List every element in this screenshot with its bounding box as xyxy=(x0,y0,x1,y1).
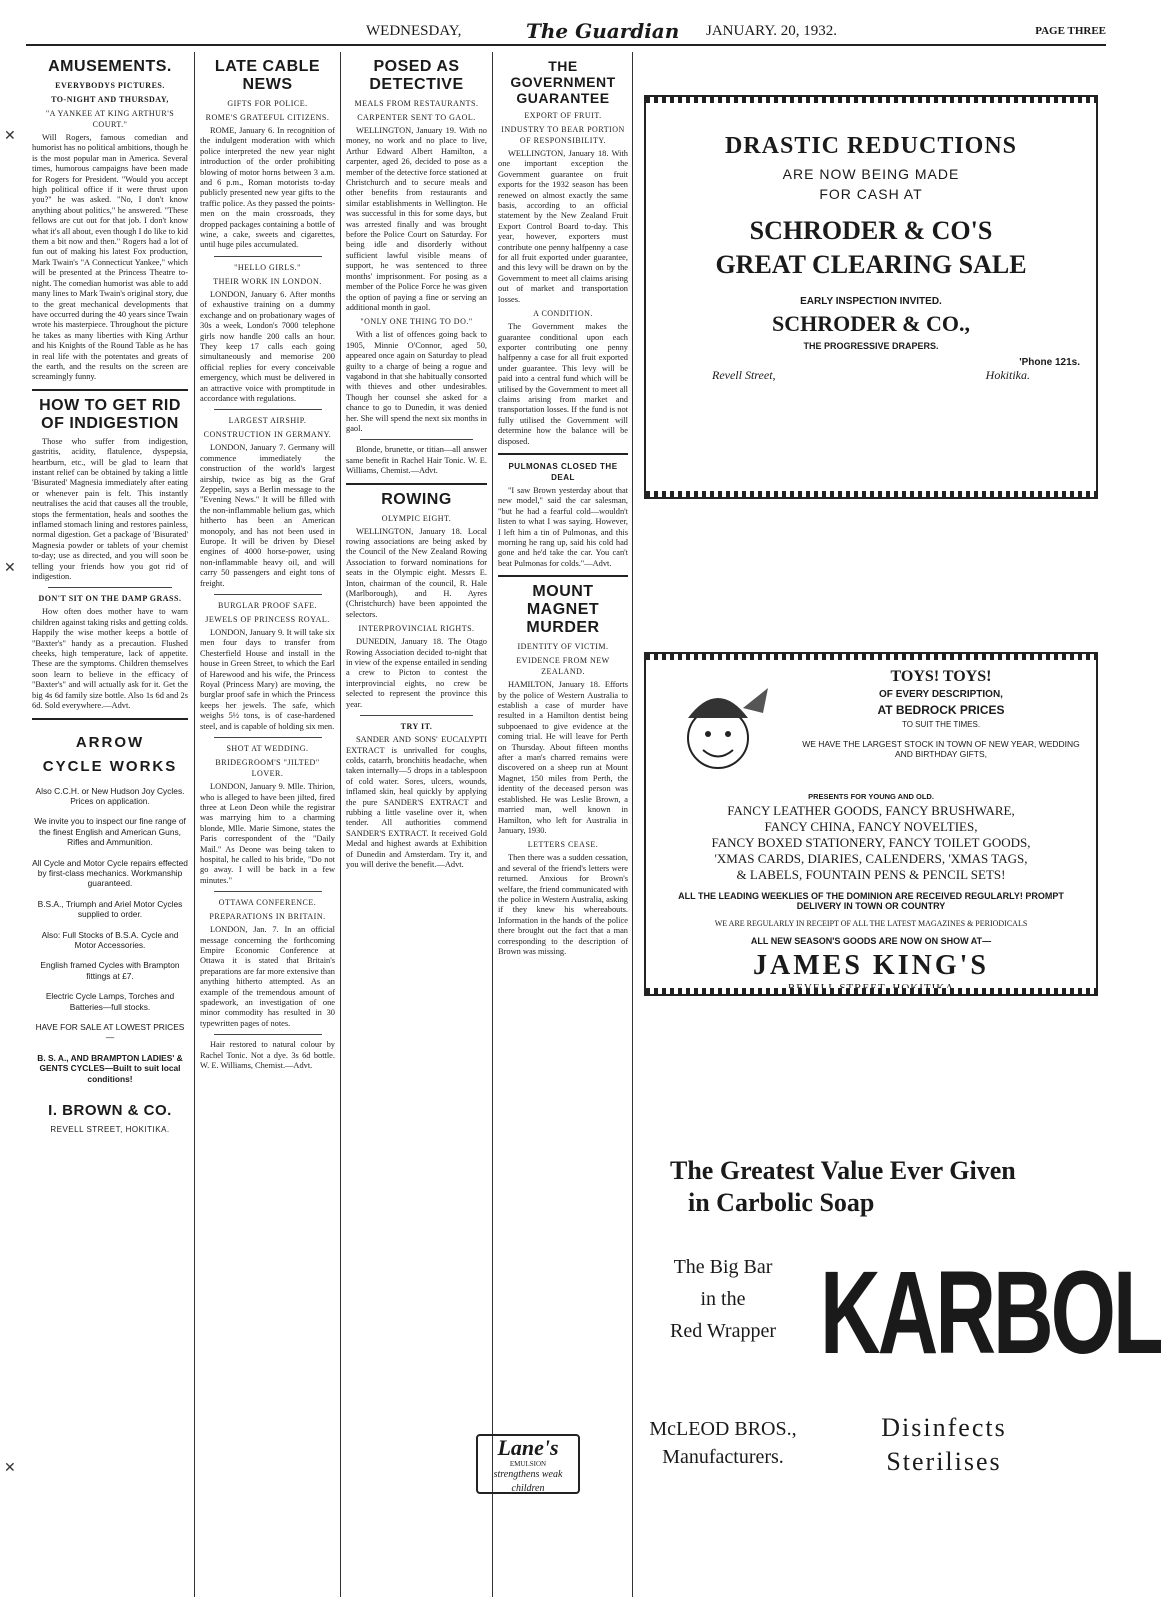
column-rule xyxy=(492,52,493,1597)
subheading: INDUSTRY TO BEAR PORTION OF RESPONSIBILITY. xyxy=(501,125,625,145)
column-rule xyxy=(340,52,341,1597)
subheading: LETTERS CEASE. xyxy=(527,840,599,850)
ad-text: Electric Cycle Lamps, Torches and Batteries—full stocks. xyxy=(45,991,175,1012)
divider xyxy=(214,737,322,738)
ad-line: EARLY INSPECTION INVITED. xyxy=(800,296,942,307)
ad-line: WE HAVE THE LARGEST STOCK IN TOWN OF NEW YEAR, WEDDING AND BIRTHDAY GIFTS, xyxy=(802,739,1080,759)
ad-border xyxy=(646,988,1096,994)
article-body: How often does mother have to warn children against taking risks and getting colds. Happily the wise mother keeps a bottle of "Baxter's" handy as a precaution. Flushed cheeks, high temperature, lack of appetite. These are the symptoms. Children themselves soon learn to believe in the efficacy of "Baxter's" and will actually ask for it. Get the big 4s 6d family size bottle. Also 1s 6d and 2s 6d. Sold everywhere.—Advt. xyxy=(32,607,188,711)
heading-cycle-works: CYCLE WORKS xyxy=(42,757,178,775)
heading-posed-as-detective: POSED AS DETECTIVE xyxy=(369,58,464,93)
subheading: ROME'S GRATEFUL CITIZENS. xyxy=(205,113,330,122)
masthead-day: WEDNESDAY, xyxy=(366,22,462,39)
ad-line: OF EVERY DESCRIPTION, xyxy=(879,689,1003,700)
article-body: Hair restored to natural colour by Rachel Tonic. Not a dye. 3s 6d bottle. W. E. Williams, Chemist.—Advt. xyxy=(200,1040,335,1071)
ad-line: AT BEDROCK PRICES xyxy=(877,703,1005,717)
ad-line: FANCY CHINA, FANCY NOVELTIES, xyxy=(764,819,978,834)
divider xyxy=(498,575,628,577)
subheading: OLYMPIC EIGHT. xyxy=(381,513,452,523)
ad-line: Sterilises xyxy=(886,1447,1002,1476)
ad-line: PRESENTS FOR YOUNG AND OLD. xyxy=(808,792,934,801)
ad-phone: 'Phone 121s. xyxy=(1019,357,1080,368)
subheading: JEWELS OF PRINCESS ROYAL. xyxy=(205,615,330,625)
ad-headline: The Greatest Value Ever Given xyxy=(670,1156,1016,1185)
article-body: Will Rogers, famous comedian and humorist has no political ambitions, though he is the most popular man in America. Several times, humorous campaigns have been made for Rogers for President. "Would you accept high political office if it were thrust upon you?" he was asked. "No, I don't know anything about politics," he answered. "These fellows are cut out for that job. I don't know what it's all about, even though I do like to kid them a bit now and then." Rogers had a lot of fun out of making his latest Fox production, Mark Twain's "A Connecticut Yankee," which will be presented at the Princess Theatre to-night. The comedian humorist was able to add many lines to Mark Twain's original story, due to the great mechanical developments that have occurred during the 40 years since Twain wrote his masterpiece. Throughout the picture he takes as many liberties with King Arthur and his Knights of the Round Table as he has in real life with the potentates and greats of the earth, and the results on the screen are screamingly funny. xyxy=(32,133,188,382)
ad-brown-co: I. BROWN & CO. xyxy=(48,1102,172,1120)
margin-mark: ✕ xyxy=(4,1460,16,1476)
subheading: PREPARATIONS IN BRITAIN. xyxy=(209,912,326,922)
ad-text: HAVE FOR SALE AT LOWEST PRICES— xyxy=(35,1022,185,1043)
divider xyxy=(214,409,322,410)
subheading: INTERPROVINCIAL RIGHTS. xyxy=(358,624,475,634)
article-body: LONDON, January 6. After months of exhaustive training on a dummy exchange and on probationary wages of 30s a week, London's 7000 telephone girls now handle 200 calls an hour. They keep 17 calls each going simultaneously and memorise 200 official replies for every conceivable emergency, which must be delivered in an attractive voice with promptitude in accordance with regulations. xyxy=(200,289,335,403)
ad-headline: TOYS! TOYS! xyxy=(890,668,992,685)
subheading: "A YANKEE AT KING ARTHUR'S COURT." xyxy=(45,109,175,129)
article-body: "I saw Brown yesterday about that new model," said the car salesman, "but he had a fearful cold—wouldn't listen to what I was saying. However, I left him a tin of Pulmonas, and this morning he rang up, said his cold had gone and he'd take the car. You can't beat Pulmonas for colds."—Advt. xyxy=(498,485,628,568)
ad-line: 'XMAS CARDS, DIARIES, CALENDERS, 'XMAS TAGS, xyxy=(714,851,1028,866)
divider xyxy=(214,891,322,892)
ad-text: We invite you to inspect our fine range of the finest English and American Guns, Rifles and Ammunition. xyxy=(34,816,186,848)
article-body: WELLINGTON, January 18. Local rowing associations are being asked by the Council of the New Zealand Rowing Association to forward nominations for seats in the Olympic eight. Messrs E. Inton, chairman of the council, R. Hale (Marlborough), and H. Ayres (Christchurch) have been appointed the selectors. xyxy=(346,526,487,619)
divider xyxy=(214,1034,322,1035)
heading-arrow: ARROW xyxy=(75,733,145,751)
ad-line: Manufacturers. xyxy=(662,1446,784,1468)
article-body: ROME, January 6. In recognition of the indulgent moderation with which police interpreted the new year night introduction of the order prohibiting blowing of motor horns between 3 a.m. and 6 p.m., Roman motorists to-day publicly presented new year gifts to the traffic police. As they passed the points-men on the main crossroads, they dropped packages containing a bottle of wine, a cake, sweets and cigarettes, until huge piles accumulated. xyxy=(200,126,335,250)
divider xyxy=(32,718,188,720)
ad-line: & LABELS, FOUNTAIN PENS & PENCIL SETS! xyxy=(736,867,1006,882)
divider xyxy=(32,389,188,391)
lanes-tagline: strengthens weak children xyxy=(493,1469,563,1494)
ad-line: WE ARE REGULARLY IN RECEIPT OF ALL THE LATEST MAGAZINES & PERIODICALS xyxy=(714,919,1028,928)
divider xyxy=(360,439,473,440)
subheading: GIFTS FOR POLICE. xyxy=(227,99,308,108)
subheading: CONSTRUCTION IN GERMANY. xyxy=(203,430,332,440)
subheading: PULMONAS CLOSED THE DEAL xyxy=(508,461,618,482)
masthead-title: The Guardian xyxy=(526,19,680,43)
article-body: LONDON, Jan. 7. In an official message concerning the forthcoming Empire Economic Conference at Ottawa it is stated that Britain's preparations are far more extensive than anything hitherto attempted. As an example of the tremendous amount of spadework, an investigation of one minor commodity has resulted in 30 typewritten pages of notes. xyxy=(200,925,335,1028)
ad-line: ALL THE LEADING WEEKLIES OF THE DOMINION ARE RECEIVED REGULARLY! PROMPT DELIVERY IN TOWN OR COUNTRY xyxy=(678,891,1064,911)
subheading: EXPORT OF FRUIT. xyxy=(524,111,602,120)
subheading: "ONLY ONE THING TO DO." xyxy=(360,317,473,327)
subheading: BURGLAR PROOF SAFE. xyxy=(217,601,318,611)
column-rule xyxy=(194,52,195,1597)
ad-schroder xyxy=(644,95,1098,499)
ad-headline: SCHRODER & CO'S xyxy=(749,216,993,245)
divider xyxy=(48,587,173,588)
column-posed-as-detective xyxy=(346,52,487,1597)
heading-late-cable-news: LATE CABLE NEWS xyxy=(214,58,321,93)
subheading: BRIDEGROOM'S "JILTED" LOVER. xyxy=(215,758,320,779)
subheading: A CONDITION. xyxy=(533,309,593,319)
ad-karbol xyxy=(644,1155,1161,1555)
ad-headline: GREAT CLEARING SALE xyxy=(715,250,1027,279)
column-rule xyxy=(632,52,633,1597)
ad-line: FANCY LEATHER GOODS, FANCY BRUSHWARE, xyxy=(727,803,1015,818)
subheading: SHOT AT WEDDING. xyxy=(226,744,309,754)
ad-town: Hokitika. xyxy=(985,368,1030,382)
article-body: LONDON, January 9. Mlle. Thirion, who is alleged to have been jilted, fired three at Leon Deon while the registrar was marrying him to a charming blonde, Mlle. Marie Simone, states the Paris correspondent of the "Daily Mail." As Deone was being taken to hospital, he called to his bride, "Do not go away. I will be back in a few minutes." xyxy=(200,782,335,885)
subheading: TRY IT. xyxy=(400,722,433,732)
ad-line: Red Wrapper xyxy=(669,1320,776,1342)
ad-headline: in Carbolic Soap xyxy=(688,1188,875,1217)
divider xyxy=(214,256,322,257)
ad-headline: DRASTIC REDUCTIONS xyxy=(724,133,1018,159)
subheading: IDENTITY OF VICTIM. xyxy=(517,642,609,652)
lanes-logo: Lane's xyxy=(497,1435,559,1460)
divider xyxy=(346,483,487,485)
subheading: DON'T SIT ON THE DAMP GRASS. xyxy=(38,594,182,604)
ad-line: ALL NEW SEASON'S GOODS ARE NOW ON SHOW AT— xyxy=(750,936,992,946)
article-body: WELLINGTON, January 18. With one important exception the Government guarantee on fruit exports for the 1932 season has been renewed on almost exactly the same basis, according to an official statement by the New Zealand Fruit Export Control Board to-day. This year, however, exporters must contribute one penny halfpenny a case for all fruit exported under guarantee, and this levy will be drawn on by the Government to meet all claims arising out of market and transportation losses. xyxy=(498,149,628,304)
column-amusements xyxy=(32,52,188,1597)
heading-mount-magnet-murder: MOUNT MAGNET MURDER xyxy=(526,583,600,637)
article-body: The Government makes the guarantee conditional upon each exporter contributing one penny halfpenny a case for all fruit exported under guarantee. This levy will be paid into a central fund which will be utilised by the Government to meet all claims arising from market and transportation losses. If the fund is not fully utilised the Government will determine how the balance will be disposed. xyxy=(498,322,628,446)
article-body: WELLINGTON, January 19. With no money, no work and no place to live, Arthur Edward Albert Hamilton, a carpenter, aged 26, decided to pose as a member of the detective force stationed at Christchurch and to secure meals and other benefits from restaurants and similar establishments in Wellington. He was successful in this for some days, but was arrested finally and was brought before the Police Court on Saturday. For being idle and disorderly without sufficient lawful visible means of support, he was sentenced to three months' imprisonment. For posing as a member of the Police Force he was given the option of paying a fine or serving an additional month in gaol. xyxy=(346,126,487,312)
ad-address: REVELL STREET, HOKITIKA. xyxy=(50,1125,170,1135)
ad-karbol-logo: KARBOL xyxy=(820,1246,1161,1378)
ad-headline: JAMES KING'S xyxy=(753,950,989,981)
subheading: LARGEST AIRSHIP. xyxy=(228,416,307,426)
ad-headline: SCHRODER & CO., xyxy=(771,311,970,336)
ad-text: Also C.C.H. or New Hudson Joy Cycles. Prices on application. xyxy=(35,785,185,806)
column-late-cable-news xyxy=(200,52,335,1597)
subheading: "HELLO GIRLS." xyxy=(234,262,301,272)
article-body: DUNEDIN, January 18. The Otago Rowing Association decided to-night that in view of the expense entailed in sending a crew to Picton to contest the interprovincial eights, no crew be selected to represent the province this year. xyxy=(346,637,487,709)
article-body: SANDER AND SONS' EUCALYPTI EXTRACT is unrivalled for coughs, colds, catarrh, bronchitis headache, when taken internally—5 drops in a tablespoon of cold water. Sores, ulcers, wounds, inflamed skin, heal quickly by applying the pure SANDER'S EXTRACT and rubbing a little vaseline over it, when tender. All authorities commend SANDER'S EXTRACT. It received Gold Medal and highest awards at Exhibition of Dunedin and Amsterdam. Try it, and you will derive the benefit.—Advt. xyxy=(346,735,487,869)
ad-line: The Big Bar xyxy=(673,1256,773,1278)
subheading: MEALS FROM RESTAURANTS. xyxy=(354,99,479,108)
ad-text: B.S.A., Triumph and Ariel Motor Cycles supplied to order. xyxy=(37,898,183,920)
article-body: Then there was a sudden cessation, and several of the friend's letters were returned. Anxious for Brown's welfare, the friend communicated with the police in Western Australia, asking if they knew his whereabouts. Information in the hands of the police there brought out the fact that a man corresponding to the description of Brown was missing. xyxy=(498,853,628,956)
divider xyxy=(498,453,628,455)
masthead-page: PAGE THREE xyxy=(1035,25,1106,37)
column-government-guarantee xyxy=(498,52,628,1597)
subheading: EVERYBODYS PICTURES. xyxy=(55,81,165,90)
margin-mark: ✕ xyxy=(4,560,16,576)
margin-mark: ✕ xyxy=(4,128,16,144)
clown-illustration xyxy=(658,668,778,788)
ad-street: Revell Street, xyxy=(712,368,776,382)
article-body: LONDON, January 7. Germany will commence immediately the construction of the world's largest airship, twice as big as the Graf Zeppelin, says a Berlin message to the "Evening News." It will be filled with the non-inflammable helium gas, which hitherto has been an American monopoly, and has not been used in Europe. It will be driven by Diesel engines of 4000 horse-power, using non-inflammable heavy oil, and will carry 50 passengers and eight tons of freight. xyxy=(200,443,335,588)
heading-indigestion: HOW TO GET RID OF INDIGESTION xyxy=(39,396,181,432)
heading-government-guarantee: THE GOVERNMENT GUARANTEE xyxy=(510,58,616,106)
ad-text: B. S. A., AND BRAMPTON LADIES' & GENTS CYCLES—Built to suit local conditions! xyxy=(37,1052,183,1084)
ad-border xyxy=(646,491,1096,497)
article-body: LONDON, January 9. It will take six men four days to transfer from Chesterfield House and install in the house in Green Street, to which the Earl of Harewood and his wife, the Princess Royal (Princess Mary) are moving, the burglar proof safe in which the Princess keeps her jewels. The safe, which weighs 5½ tons, is of case-hardened steel, and is capable of holding six men. xyxy=(200,628,335,731)
lanes-emulsion: EMULSION xyxy=(509,1460,547,1468)
subheading: THEIR WORK IN LONDON. xyxy=(213,276,322,286)
article-body: Those who suffer from indigestion, gastritis, acidity, flatulence, dyspepsia, heartburn, etc., will be glad to learn that instant relief can be obtained by taking a little 'Bisurated' Magnesia immediately after eating or whenever pain is felt. This instantly neutralises the acid that causes all the trouble, stops the fermentation, heals and soothes the inflamed stomach lining and restores painless, normal digestion. Get a package of 'Bisurated' Magnesia powder or tablets of your chemist to-day; use as directed, and you will soon be telling your friends how you got rid of indigestion. xyxy=(32,436,188,582)
divider xyxy=(214,594,322,595)
ad-james-king xyxy=(644,652,1098,996)
subheading: EVIDENCE FROM NEW ZEALAND. xyxy=(516,656,610,677)
heading-amusements: AMUSEMENTS. xyxy=(48,58,172,75)
article-body: With a list of offences going back to 1905, Minnie O'Connor, aged 50, appeared once again on Saturday to plead guilty to a charge of being a rogue and vagabond in that she habitually consorted with thieves and other undesirables. Though her counsel she asked for a chance to go to Dunedin, it was denied her. She will spend the next six months in gaol. xyxy=(346,330,487,433)
ad-line: FOR CASH AT xyxy=(819,186,923,202)
ad-line: ARE NOW BEING MADE xyxy=(782,166,960,182)
masthead-date: JANUARY. 20, 1932. xyxy=(706,22,837,39)
ad-line: FANCY BOXED STATIONERY, FANCY TOILET GOODS, xyxy=(711,835,1031,850)
ad-border xyxy=(646,654,1096,660)
ad-text: All Cycle and Motor Cycle repairs effected by first-class mechanics. Workmanship guaranteed. xyxy=(32,857,188,889)
ad-line: TO SUIT THE TIMES. xyxy=(901,720,981,729)
ad-text: English framed Cycles with Brampton fittings at £7. xyxy=(40,960,180,981)
ad-line: McLEOD BROS., xyxy=(649,1418,797,1440)
subheading: TO-NIGHT AND THURSDAY, xyxy=(51,95,169,104)
subheading: OTTAWA CONFERENCE. xyxy=(218,898,317,908)
ad-text: Also: Full Stocks of B.S.A. Cycle and Motor Accessories. xyxy=(41,929,179,950)
ad-line: in the xyxy=(700,1288,746,1310)
article-body: Blonde, brunette, or titian—all answer same benefit in Rachel Hair Tonic. W. E. Williams, Chemist.—Advt. xyxy=(346,445,487,476)
masthead xyxy=(26,18,1106,46)
ad-line: Disinfects xyxy=(881,1413,1007,1442)
subheading: CARPENTER SENT TO GAOL. xyxy=(357,113,476,122)
divider xyxy=(360,715,473,716)
ad-line: THE PROGRESSIVE DRAPERS. xyxy=(803,341,939,351)
heading-rowing: ROWING xyxy=(381,490,452,508)
article-body: HAMILTON, January 18. Efforts by the police of Western Australia to establish a case of murder have resulted in a Hamilton dentist being subpoenaed to give evidence at the coming trial. He will leave for Perth on Thursday. About fifteen months after a man's charred remains were discovered on a sheep run at Mount Magnet, 150 miles from Perth, the identity of the deceased person was established. He was Leslie Brown, a married man, well known in Hamilton, who left for Australia in January, 1930. xyxy=(498,680,628,835)
